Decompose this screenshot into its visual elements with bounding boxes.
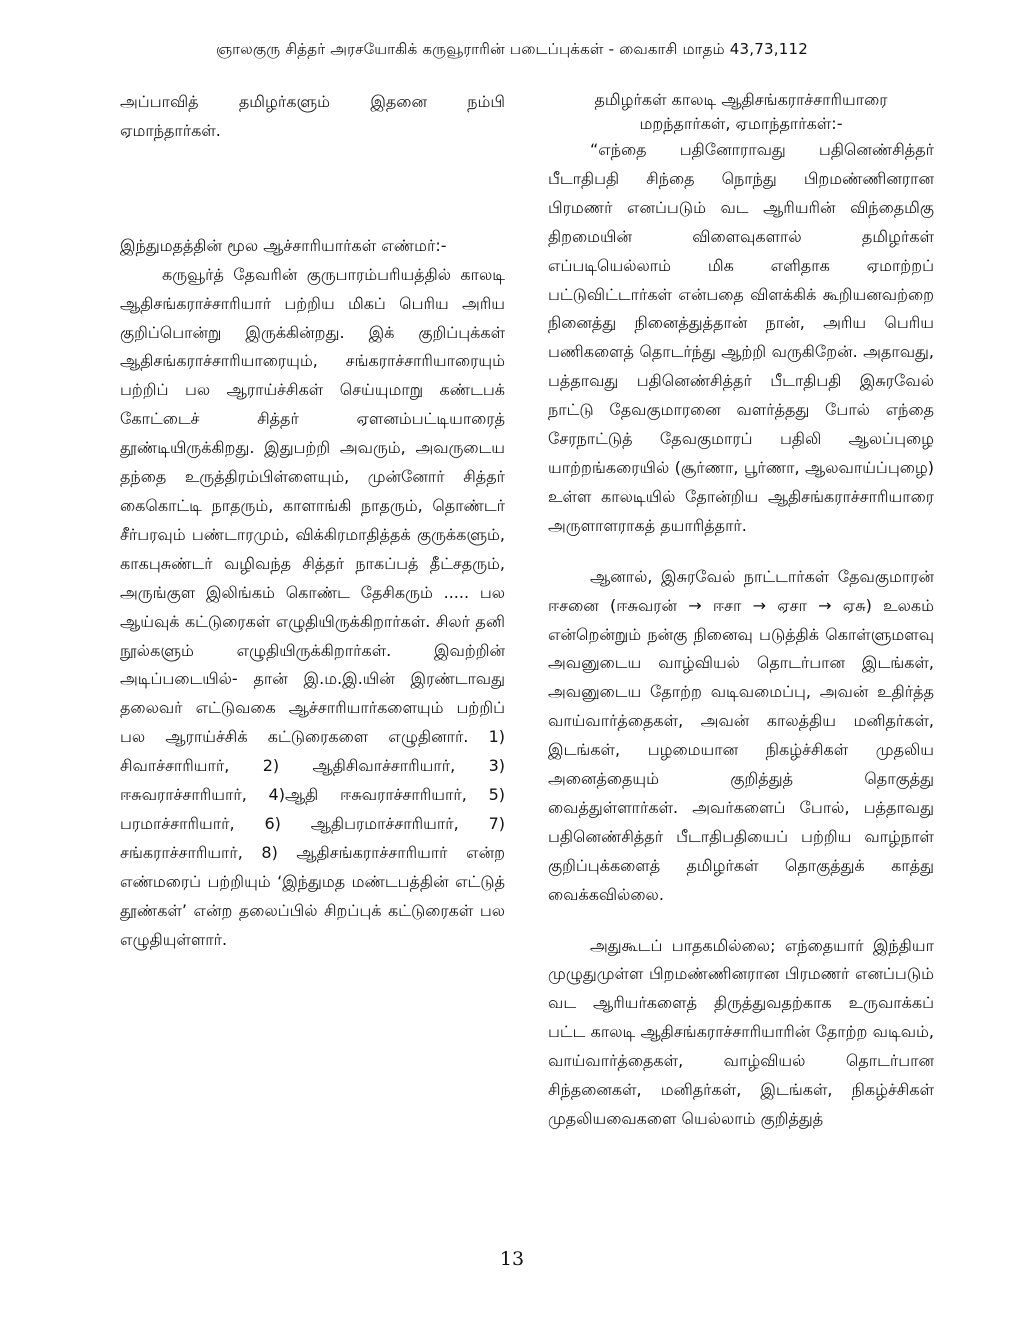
right-paragraph-2: ஆனால், இசுரவேல் நாட்டார்கள் தேவகுமாரன் ஈசனை (ஈசுவரன் → ஈசா → ஏசா → ஏசு) உலகம் என்றென்றும் நன்கு நினைவு படுத்திக் கொள்ளுமளவு அவனுடைய வாழ்வியல் தொடர்பான இடங்கள், அவனுடைய தோற்ற வடிவமைப்பு, அவன் உதிர்த்த வாய்வார்த்தைகள், அவன் காலத்திய மனிதர்கள், இடங்கள், பழமையான நிகழ்ச்சிகள் முதலிய அனைத்தையும் குறித்துத் தொகுத்து வைத்துள்ளார்கள். அவர்களைப் போல், பத்தாவது பதினெண்சித்தர் பீடாதிபதியைப் பற்றிய வாழ்நாள் குறிப்புக்களைத் தமிழர்கள் தொகுத்துக் காத்து வைக்கவில்லை. <box>548 566 934 904</box>
page-number: 13 <box>499 1248 525 1270</box>
section-heading-eight-acharyas: இந்துமதத்தின் மூல ஆச்சாரியார்கள் எண்மர்:- <box>120 235 447 255</box>
right-column <box>548 88 934 1134</box>
section-spacer <box>120 146 505 232</box>
left-column <box>120 88 505 954</box>
right-paragraph-1: “எந்தை பதினோராவது பதினெண்சித்தர் பீடாதிபதி சிந்தை நொந்து பிறமண்ணினரான பிரமணர் எனப்படும் வட ஆரியரின் விந்தைமிகு திறமையின் விளைவுகளால் தமிழர்கள் எப்படியெல்லாம் மிக எளிதாக ஏமாற்றப் பட்டுவிட்டார்கள் என்பதை விளக்கிக் கூறியனவற்றை நினைத்து நினைத்துத்தான் நான், அரிய பெரிய பணிகளைத் தொடர்ந்து ஆற்றி வருகிறேன். அதாவது, பத்தாவது பதினெண்சித்தர் பீடாதிபதி இசுரவேல் நாட்டு தேவகுமாரனை வளர்த்தது போல் எந்தை சேரநாட்டுத் தேவகுமாரப் பதிலி ஆலப்புழை யாற்றங்கரையில் (சூர்ணா, பூர்ணா, ஆலவாய்ப்புழை) உள்ள காலடியில் தோன்றிய ஆதிசங்கராச்சாரியாரை அருளாளராகத் தயாரித்தார். <box>548 140 934 535</box>
section-heading-line-1: தமிழர்கள் காலடி ஆதிசங்கராச்சாரியாரை <box>594 90 888 109</box>
running-header: ஞாலகுரு சித்தர் அரசயோகிக் கருவூராரின் படைப்புக்கள் - வைகாசி மாதம் 43,73,112 <box>216 40 808 58</box>
right-paragraph-3: அதுகூடப் பாதகமில்லை; எந்தையார் இந்தியா முழுதுமுள்ள பிறமண்ணினரான பிரமணர் எனப்படும் வட ஆரியர்களைத் திருத்துவதற்காக உருவாக்கப் பட்ட காலடி ஆதிசங்கராச்சாரியாரின் தோற்ற வடிவம், வாய்வார்த்தைகள், வாழ்வியல் தொடர்பான சிந்தனைகள், மனிதர்கள், இடங்கள், நிகழ்ச்சிகள் முதலியவைகளை யெல்லாம் குறித்துத் <box>548 935 934 1128</box>
left-body-paragraph: கருவூர்த் தேவரின் குருபாரம்பரியத்தில் காலடி ஆதிசங்கராச்சாரியார் பற்றிய மிகப் பெரிய அரிய குறிப்பொன்று இருக்கின்றது. இக் குறிப்புக்கள் ஆதிசங்கராச்சாரியாரையும், சங்கராச்சாரியாரையும் பற்றிப் பல ஆராய்ச்சிகள் செய்யுமாறு கண்டபக் கோட்டைச் சித்தர் ஏளனம்பட்டியாரைத் தூண்டியிருக்கிறது. இதுபற்றி அவரும், அவருடைய தந்தை உருத்திரம்பிள்ளையும், முன்னோர் சித்தர் கைகொட்டி நாதரும், காளாங்கி நாதரும், தொண்டர் சீர்பரவும் பண்டாரமும், விக்கிரமாதித்தக் குருக்களும், காகபுசுண்டர் வழிவந்த சித்தர் நாகப்பத் தீட்சதரும், அருங்குள இலிங்கம் கொண்ட தேசிகரும் ..... பல ஆய்வுக் கட்டுரைகள் எழுதியிருக்கிறார்கள். சிலர் தனி நூல்களும் எழுதியிருக்கிறார்கள். இவற்றின் அடிப்படையில்- தான் இ.ம.இ.யின் இரண்டாவது தலைவர் எட்டுவகை ஆச்சாரியார்களையும் பற்றிப் பல ஆராய்ச்சிக் கட்டுரைகளை எழுதினார். 1) சிவாச்சாரியார், 2) ஆதிசிவாச்சாரியார், 3) ஈசுவராச்சாரியார், 4)ஆதி ஈசுவராச்சாரியார், 5) பரமாச்சாரியார், 6) ஆதிபரமாச்சாரியார், 7) சங்கராச்சாரியார், 8) ஆதிசங்கராச்சாரியார் என்ற எண்மரைப் பற்றியும் ‘இந்துமத மண்டபத்தின் எட்டுத் தூண்கள்’ என்ற தலைப்பில் சிறப்புக் கட்டுரைகள் பல எழுதியுள்ளார். <box>120 264 505 949</box>
paragraph-spacer <box>548 541 934 563</box>
paragraph-spacer <box>548 910 934 932</box>
left-opening-paragraph: அப்பாவித் தமிழர்களும் இதனை நம்பி ஏமாந்தார்கள். <box>120 92 505 140</box>
section-heading-line-2: மறந்தார்கள், ஏமாந்தார்கள்:- <box>639 114 843 133</box>
